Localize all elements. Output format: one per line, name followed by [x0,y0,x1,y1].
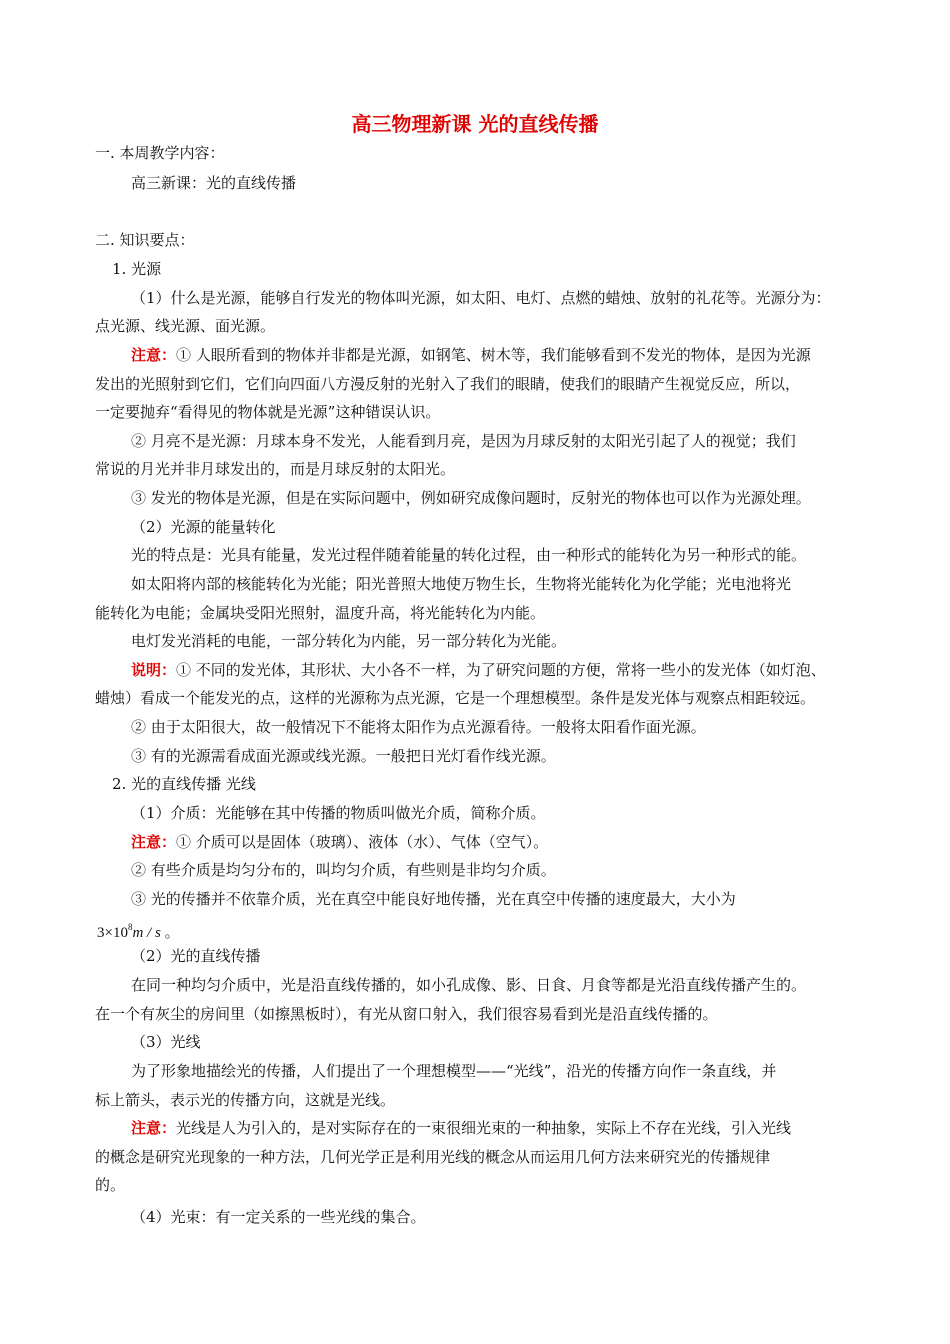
paragraph: ③ 发光的物体是光源，但是在实际问题中，例如研究成像问题时，反射光的物体也可以作为光源处理。 [131,489,811,507]
paragraph: 常说的月光并非月球发出的，而是月球反射的太阳光。 [95,460,456,478]
note-text: ① 人眼所看到的物体并非都是光源，如钢笔、树木等，我们能够看到不发光的物体，是因为光源 [176,346,811,364]
point-1-heading: 1. 光源 [112,260,162,278]
period: 。 [164,925,180,941]
note-label: 注意： [131,1119,177,1137]
speed-unit: m / s [132,925,161,941]
paragraph: 在同一种均匀介质中，光是沿直线传播的，如小孔成像、影、日食、月食等都是光沿直线传播产生的。 [131,976,807,994]
sub-heading: （3）光线 [131,1033,201,1051]
speed-exponent: 8 [127,922,133,932]
paragraph: ② 月亮不是光源：月球本身不发光，人能看到月亮，是因为月球反射的太阳光引起了人的视觉；我们 [131,432,796,450]
speed-formula [97,917,180,943]
sub-heading: （4）光束：有一定关系的一些光线的集合。 [131,1208,426,1226]
note-text: 光线是人为引入的，是对实际存在的一束很细光束的一种抽象，实际上不存在光线，引入光线 [176,1119,792,1137]
section-heading-2: 二. 知识要点： [95,231,195,249]
paragraph: ③ 有的光源需看成面光源或线光源。一般把日光灯看作线光源。 [131,747,556,765]
paragraph: 的概念是研究光现象的一种方法，几何光学正是利用光线的概念从而运用几何方法来研究光的传播规律 [95,1148,771,1166]
times-sign: × [104,925,113,941]
note-paragraph [131,832,548,852]
sub-heading: （2）光的直线传播 [131,947,261,965]
paragraph: 如太阳将内部的核能转化为光能；阳光普照大地使万物生长，生物将光能转化为化学能；光电池将光 [131,575,792,593]
paragraph: 一定要抛弃“看得见的物体就是光源”这种错误认识。 [95,403,441,421]
explanation-text: ① 不同的发光体，其形状、大小各不一样，为了研究问题的方便，常将一些小的发光体（如灯泡、 [176,661,826,679]
point-2-heading: 2. 光的直线传播 光线 [112,775,256,793]
paragraph: 能转化为电能；金属块受阳光照射，温度升高，将光能转化为内能。 [95,604,546,622]
paragraph: 点光源、线光源、面光源。 [95,317,276,335]
section-1-content: 高三新课：光的直线传播 [131,174,297,192]
speed-coefficient: 3 [97,925,105,941]
page-title: 高三物理新课 光的直线传播 [351,112,599,136]
paragraph: （1）介质：光能够在其中传播的物质叫做光介质，简称介质。 [131,804,546,822]
paragraph: ② 有些介质是均匀分布的，叫均匀介质，有些则是非均匀介质。 [131,861,556,879]
paragraph: 发出的光照射到它们，它们向四面八方漫反射的光射入了我们的眼睛，使我们的眼睛产生视觉反应，所以， [95,375,801,393]
section-heading-1: 一. 本周教学内容： [95,144,225,162]
note-label: 注意： [131,833,177,851]
explanation-label: 说明： [131,661,177,679]
note-paragraph [131,345,811,365]
paragraph: 为了形象地描绘光的传播，人们提出了一个理想模型——“光线”，沿光的传播方向作一条直线，并 [131,1062,777,1080]
note-text: ① 介质可以是固体（玻璃）、液体（水）、气体（空气）。 [176,833,549,851]
sub-heading: （2）光源的能量转化 [131,518,276,536]
note-label: 注意： [131,346,177,364]
paragraph: ② 由于太阳很大，故一般情况下不能将太阳作为点光源看待。一般将太阳看作面光源。 [131,718,706,736]
paragraph: 蜡烛）看成一个能发光的点，这样的光源称为点光源，它是一个理想模型。条件是发光体与观察点相距较远。 [95,689,816,707]
paragraph: 电灯发光消耗的电能，一部分转化为内能，另一部分转化为光能。 [131,632,567,650]
paragraph: 光的特点是：光具有能量，发光过程伴随着能量的转化过程，由一种形式的能转化为另一种形式的能。 [131,546,807,564]
paragraph: ③ 光的传播并不依靠介质，光在真空中能良好地传播，光在真空中传播的速度最大，大小为 [131,890,736,908]
explanation-paragraph [131,660,826,680]
paragraph: （1）什么是光源，能够自行发光的物体叫光源，如太阳、电灯、点燃的蜡烛、放射的礼花等。光源分为： [131,289,831,307]
paragraph: 在一个有灰尘的房间里（如擦黑板时），有光从窗口射入，我们很容易看到光是沿直线传播的。 [95,1005,718,1023]
speed-base: 10 [112,925,128,941]
paragraph: 标上箭头，表示光的传播方向，这就是光线。 [95,1091,396,1109]
paragraph: 的。 [95,1176,126,1194]
note-paragraph [131,1118,791,1138]
